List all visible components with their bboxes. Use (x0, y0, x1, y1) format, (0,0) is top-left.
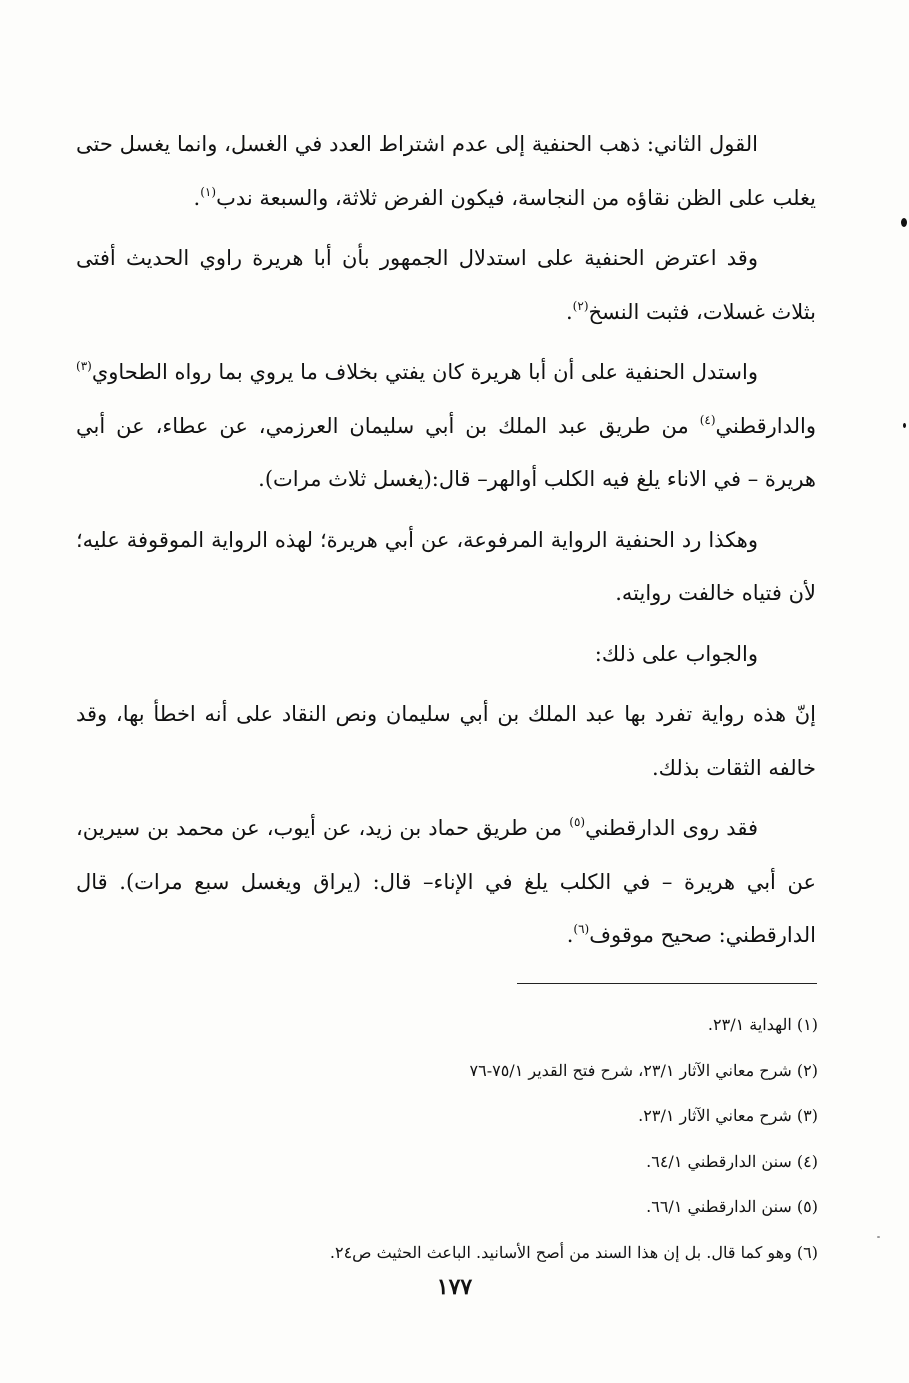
footnote-ref-4[interactable]: (٤) (699, 412, 716, 427)
footnotes (150, 1002, 818, 1275)
main-text (76, 118, 816, 970)
paragraph-daraqutni: فقد روى الدارقطني$^{(٥)}$ من طريق حماد بن زيد، عن أيوب، عن محمد بن سيرين، عن أبي هريرة – في الكلب يلغ في الإناء– قال: (يراق ويغسل سبع مرات). قال الدارقطني: صحيح موقوف$^{(٦)}$. (76, 815, 816, 947)
scan-speck (903, 423, 906, 428)
footnote-5: (٥) سنن الدارقطني ٦٦/١. (646, 1197, 818, 1216)
paragraph-answer-heading: والجواب على ذلك: (594, 641, 758, 666)
paragraph-objection: وقد اعترض الحنفية على استدلال الجمهور بأن أبا هريرة راوي الحديث أفتى بثلاث غسلات، فثبت النسخ$^{(٢)}$. (76, 246, 816, 324)
footnote-ref-3[interactable]: (٣) (76, 359, 92, 373)
scan-speck (877, 1236, 880, 1238)
page-number: ١٧٧ (436, 1274, 473, 1300)
footnote-ref-2[interactable]: (٢) (572, 298, 589, 313)
footnote-3: (٣) شرح معاني الآثار ٢٣/١. (638, 1106, 818, 1125)
paragraph-second-opinion: القول الثاني: ذهب الحنفية إلى عدم اشتراط العدد في الغسل، وانما يغسل حتى يغلب على الظن نقاؤه من النجاسة، فيكون الفرض ثلاثة، والسبعة ندب$^{(١)}$. (76, 132, 816, 210)
paragraph-answer: إنّ هذه رواية تفرد بها عبد الملك بن أبي سليمان ونص النقاد على أنه اخطأ بها، وقد خالفه الثقات بذلك. (76, 702, 816, 780)
footnote-4: (٤) سنن الدارقطني ٦٤/١. (646, 1151, 818, 1171)
footnote-divider (517, 983, 817, 984)
footnote-1: (١) الهداية ٢٣/١. (707, 1015, 818, 1034)
footnote-2: (٢) شرح معاني الآثار ٢٣/١، شرح فتح القدير ٧٥/١-٧٦ (469, 1060, 818, 1080)
paragraph-rejection: وهكذا رد الحنفية الرواية المرفوعة، عن أبي هريرة؛ لهذه الرواية الموقوفة عليه؛ لأن فتياه خالفت روايته. (76, 527, 816, 605)
footnote-6: (٦) وهو كما قال. بل إن هذا السند من أصح الأسانيد. الباعث الحثيث ص٢٤. (329, 1242, 818, 1262)
footnote-ref-5[interactable]: (٥) (569, 815, 586, 829)
paragraph-evidence: واستدل الحنفية على أن أبا هريرة كان يفتي بخلاف ما يروي بما رواه الطحاوي$^{(٣)}$ والدارقطني$^{(٤)}$ من طريق عبد الملك بن أبي سليمان العرزمي، عن عطاء، عن أبي هريرة – في الاناء يلغ فيه الكلب أوالهر– قال:(يغسل ثلاث مرات). (76, 359, 816, 491)
footnote-ref-1[interactable]: (١) (200, 184, 217, 199)
footnote-ref-6[interactable]: (٦) (573, 922, 590, 936)
scan-speck (901, 218, 907, 227)
